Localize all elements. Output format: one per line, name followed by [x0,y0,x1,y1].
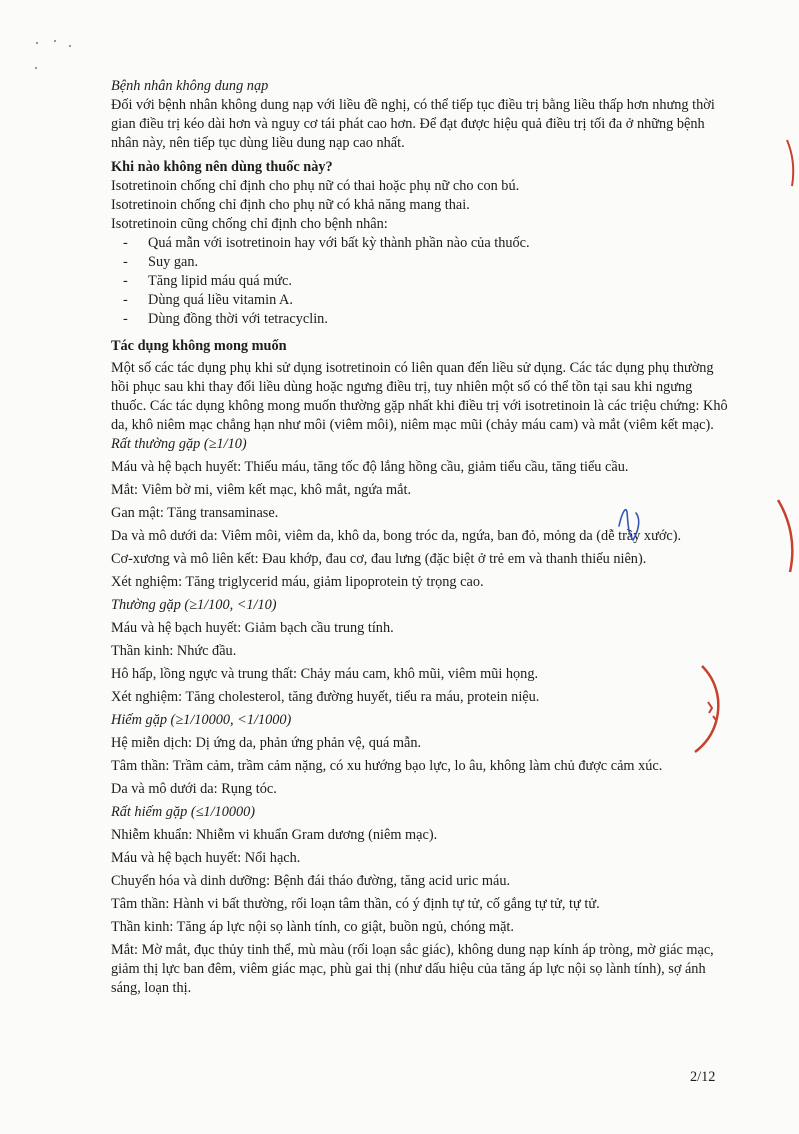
paragraph-intolerant: Đối với bệnh nhân không dung nạp với liều đề nghị, có thể tiếp tục điều trị bằng liều thấp hơn nhưng thời gian điều trị kéo dài hơn và nguy cơ tái phát cao hơn. Để đạt được hiệu quả điều trị tối đa ở những bệnh nhân này, nên tiếp tục dùng liều dung nạp cao nhất. [111,97,715,151]
effect-item: Cơ-xương và mô liên kết: Đau khớp, đau cơ, đau lưng (đặc biệt ở trẻ em và thanh thiếu niên). [111,551,647,567]
effect-item: Hệ miễn dịch: Dị ứng da, phản ứng phản vệ, quá mẫn. [111,735,422,751]
frequency-label-very-common: Rất thường gặp (≥1/10) [111,436,247,452]
list-item: - Dùng đồng thời với tetracyclin. [111,310,731,329]
stamp-fragment [708,702,716,720]
list-item: - Tăng lipid máu quá mức. [111,272,731,291]
list-item: - Suy gan. [111,253,731,272]
effect-item: Chuyển hóa và dinh dưỡng: Bệnh đái tháo đường, tăng acid uric máu. [111,873,511,889]
effect-item: Tâm thần: Hành vi bất thường, rối loạn tâm thần, có ý định tự tử, cố gắng tự tử, tự tử. [111,896,600,912]
effect-item: Thần kinh: Nhức đầu. [111,643,237,659]
effect-item: Máu và hệ bạch huyết: Giảm bạch cầu trung tính. [111,620,394,636]
effect-item: Xét nghiệm: Tăng cholesterol, tăng đường huyết, tiểu ra máu, protein niệu. [111,689,540,705]
effect-item: Thần kinh: Tăng áp lực nội sọ lành tính, co giật, buồn ngủ, chóng mặt. [111,919,514,935]
effect-item: Xét nghiệm: Tăng triglycerid máu, giảm lipoprotein tỷ trọng cao. [111,574,484,590]
effect-item: Da và mô dưới da: Viêm môi, viêm da, khô da, bong tróc da, ngứa, ban đỏ, mỏng da (dễ trầy xước). [111,528,682,544]
section-heading-intolerant: Bệnh nhân không dung nạp [111,78,269,94]
effect-item: Mắt: Mờ mắt, đục thủy tinh thể, mù màu (rối loạn sắc giác), không dung nạp kính áp tròng, mờ giác mạc, giảm thị lực ban đêm, viêm giác mạc, phù gai thị (như dấu hiệu của tăng áp lực nội sọ lành tính), sợ ánh sáng, loạn thị. [111,942,714,996]
paragraph-side-effects-intro: Một số các tác dụng phụ khi sử dụng isotretinoin có liên quan đến liều sử dụng. Các tác dụng phụ thường hồi phục sau khi thay đổi liều dùng hoặc ngưng điều trị, tuy nhiên một số có thể tồn tại sau khi ngưng thuốc. Các tác dụng không mong muốn thường gặp nhất khi điều trị với isotretinoin là các triệu chứng: Khô da, khô niêm mạc chẳng hạn như môi (viêm môi), niêm mạc mũi (chảy máu cam) và mắt (viêm kết mạc). [111,360,728,433]
effect-item: Tâm thần: Trầm cảm, trầm cảm nặng, có xu hướng bạo lực, lo âu, không làm chủ được cảm xúc. [111,758,663,774]
effect-item: Nhiễm khuẩn: Nhiễm vi khuẩn Gram dương (niêm mạc). [111,827,438,843]
stamp-arc-top [787,140,793,186]
pen-checkmark [619,510,639,540]
stamp-arc-bottom [695,666,718,752]
list-item: - Dùng quá liều vitamin A. [111,291,731,310]
contra-line: Isotretinoin chống chỉ định cho phụ nữ có khả năng mang thai. [111,197,470,213]
effect-item: Da và mô dưới da: Rụng tóc. [111,781,277,797]
section-heading-contraindications: Khi nào không nên dùng thuốc này? [111,159,333,175]
section-heading-side-effects: Tác dụng không mong muốn [111,338,287,354]
frequency-label-rare: Hiếm gặp (≥1/10000, <1/1000) [111,712,292,728]
effect-item: Máu và hệ bạch huyết: Thiếu máu, tăng tốc độ lắng hồng cầu, giảm tiểu cầu, tăng tiểu cầu. [111,459,629,475]
contra-line: Isotretinoin cũng chống chỉ định cho bệnh nhân: [111,216,388,232]
effect-item: Máu và hệ bạch huyết: Nổi hạch. [111,850,301,866]
frequency-label-common: Thường gặp (≥1/100, <1/10) [111,597,277,613]
effect-item: Hô hấp, lồng ngực và trung thất: Chảy máu cam, khô mũi, viêm mũi họng. [111,666,539,682]
effect-item: Mắt: Viêm bờ mi, viêm kết mạc, khô mắt, ngứa mắt. [111,482,412,498]
contra-line: Isotretinoin chống chỉ định cho phụ nữ có thai hoặc phụ nữ cho con bú. [111,178,520,194]
stamp-arc-middle [778,500,792,572]
frequency-label-very-rare: Rất hiếm gặp (≤1/10000) [111,804,256,820]
list-item: - Quá mẫn với isotretinoin hay với bất kỳ thành phần nào của thuốc. [111,234,731,253]
effect-item: Gan mật: Tăng transaminase. [111,505,279,521]
page-number: 2/12 [690,1069,716,1085]
